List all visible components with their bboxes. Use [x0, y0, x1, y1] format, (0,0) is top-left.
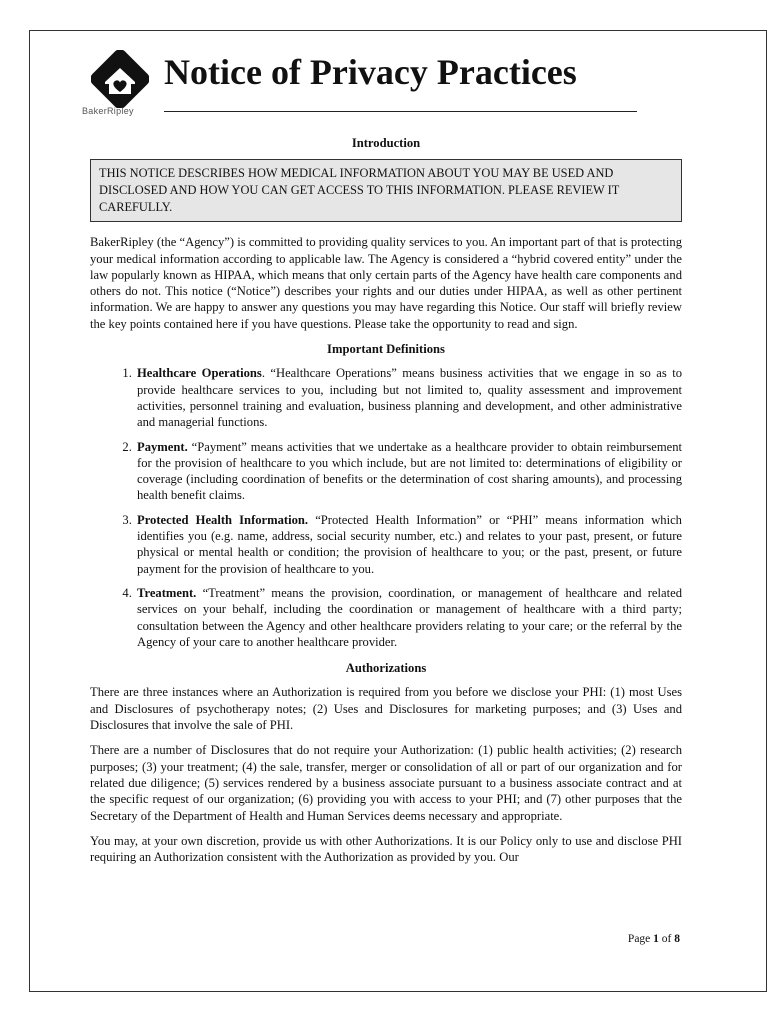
definition-text: . “Healthcare Operations” means business activities that we engage in so as to provide healthcare services to you, including but not limited to, quality assessment and improvement activities, personnel training and evaluation, business planning and development, and other administrative and managerial functions.: [137, 366, 682, 430]
document-body: [90, 135, 682, 874]
introduction-paragraph: BakerRipley (the “Agency”) is committed to providing quality services to you. An important part of that is protecting your medical information according to applicable law. The Agency is considered a “hybrid covered entity” under the law popularly known as HIPAA, which means that only certain parts of the Agency have health care components and others do not. This notice (“Notice”) describes your rights and our duties under HIPAA, as well as other pertinent information. We are happy to answer any questions you may have regarding this Notice. Our staff will briefly review the key points contained here if you have questions. Please take the opportunity to read and sign.: [90, 235, 682, 331]
definition-text: “Treatment” means the provision, coordination, or management of healthcare and related services on your behalf, including the coordination or management of healthcare with a third party; consultation between the Agency and other healthcare providers relating to your care; or the referral by the Agency of your care to another healthcare provider.: [137, 585, 682, 649]
introduction-heading: Introduction: [351, 136, 421, 150]
definition-term: Payment.: [137, 439, 188, 454]
definitions-heading: Important Definitions: [327, 342, 445, 357]
authorizations-paragraph: There are three instances where an Authorization is required from you before we disclose your PHI: (1) most Uses and Disclosures of psychotherapy notes; (2) Uses and Disclosures for marketing purposes; and (3) Uses and Disclosures that involve the sale of PHI.: [90, 685, 682, 733]
definition-term: Treatment.: [137, 585, 197, 600]
definition-text: “Protected Health Information” or “PHI” means information which identifies you (e.g. name, address, social security number, etc.) and relates to your past, present, or future physical or mental health or condition; the provision of healthcare to you; or the past, present, or future payment for the provision of healthcare to you.: [137, 512, 682, 576]
definition-term: Protected Health Information.: [137, 512, 309, 527]
title-divider: [164, 111, 637, 112]
bakerripley-logo-icon: [91, 50, 149, 108]
page-number: [628, 933, 680, 945]
page-label: Page: [627, 933, 654, 945]
notice-box: THIS NOTICE DESCRIBES HOW MEDICAL INFORMATION ABOUT YOU MAY BE USED AND DISCLOSED AND HOW YOU CAN GET ACCESS TO THIS INFORMATION. PLEASE REVIEW IT CAREFULLY.: [90, 159, 682, 222]
definition-term: Healthcare Operations: [137, 366, 262, 381]
definitions-list: [90, 365, 682, 650]
page-current: 1: [653, 933, 659, 945]
definition-item: [135, 512, 682, 577]
document-page: [29, 30, 767, 992]
definition-item: [135, 439, 682, 504]
authorizations-heading: Authorizations: [345, 661, 427, 676]
definition-item: [135, 585, 682, 650]
authorizations-paragraph: There are a number of Disclosures that do not require your Authorization: (1) public health activities; (2) research purposes; (3) your treatment; (4) the sale, transfer, merger or consolidation of all or part of our organization and for related due diligence; (5) services rendered by a business associate pursuant to a business associate contract and at the specific request of our organization; (6) providing you with access to your PHI; and (7) other purposes that the Secretary of the Department of Health and Human Services deems necessary and appropriate.: [90, 743, 682, 823]
definition-item: [135, 365, 682, 430]
authorizations-paragraph: You may, at your own discretion, provide us with other Authorizations. It is our Policy only to use and disclose PHI requiring an Authorization consistent with the Authorization as provided by you. Our: [90, 833, 682, 865]
page-title: Notice of Privacy Practices: [164, 52, 577, 92]
logo-text: BakerRipley: [82, 106, 134, 116]
definition-text: “Payment” means activities that we undertake as a healthcare provider to obtain reimbursement for the provision of healthcare to you which include, but are not limited to: determinations of eligibility or coverage (including coordination of benefits or the determination of cost sharing amounts), and processing health benefit claims.: [137, 439, 682, 503]
of-label: of: [658, 933, 675, 945]
page-total: 8: [674, 933, 680, 945]
